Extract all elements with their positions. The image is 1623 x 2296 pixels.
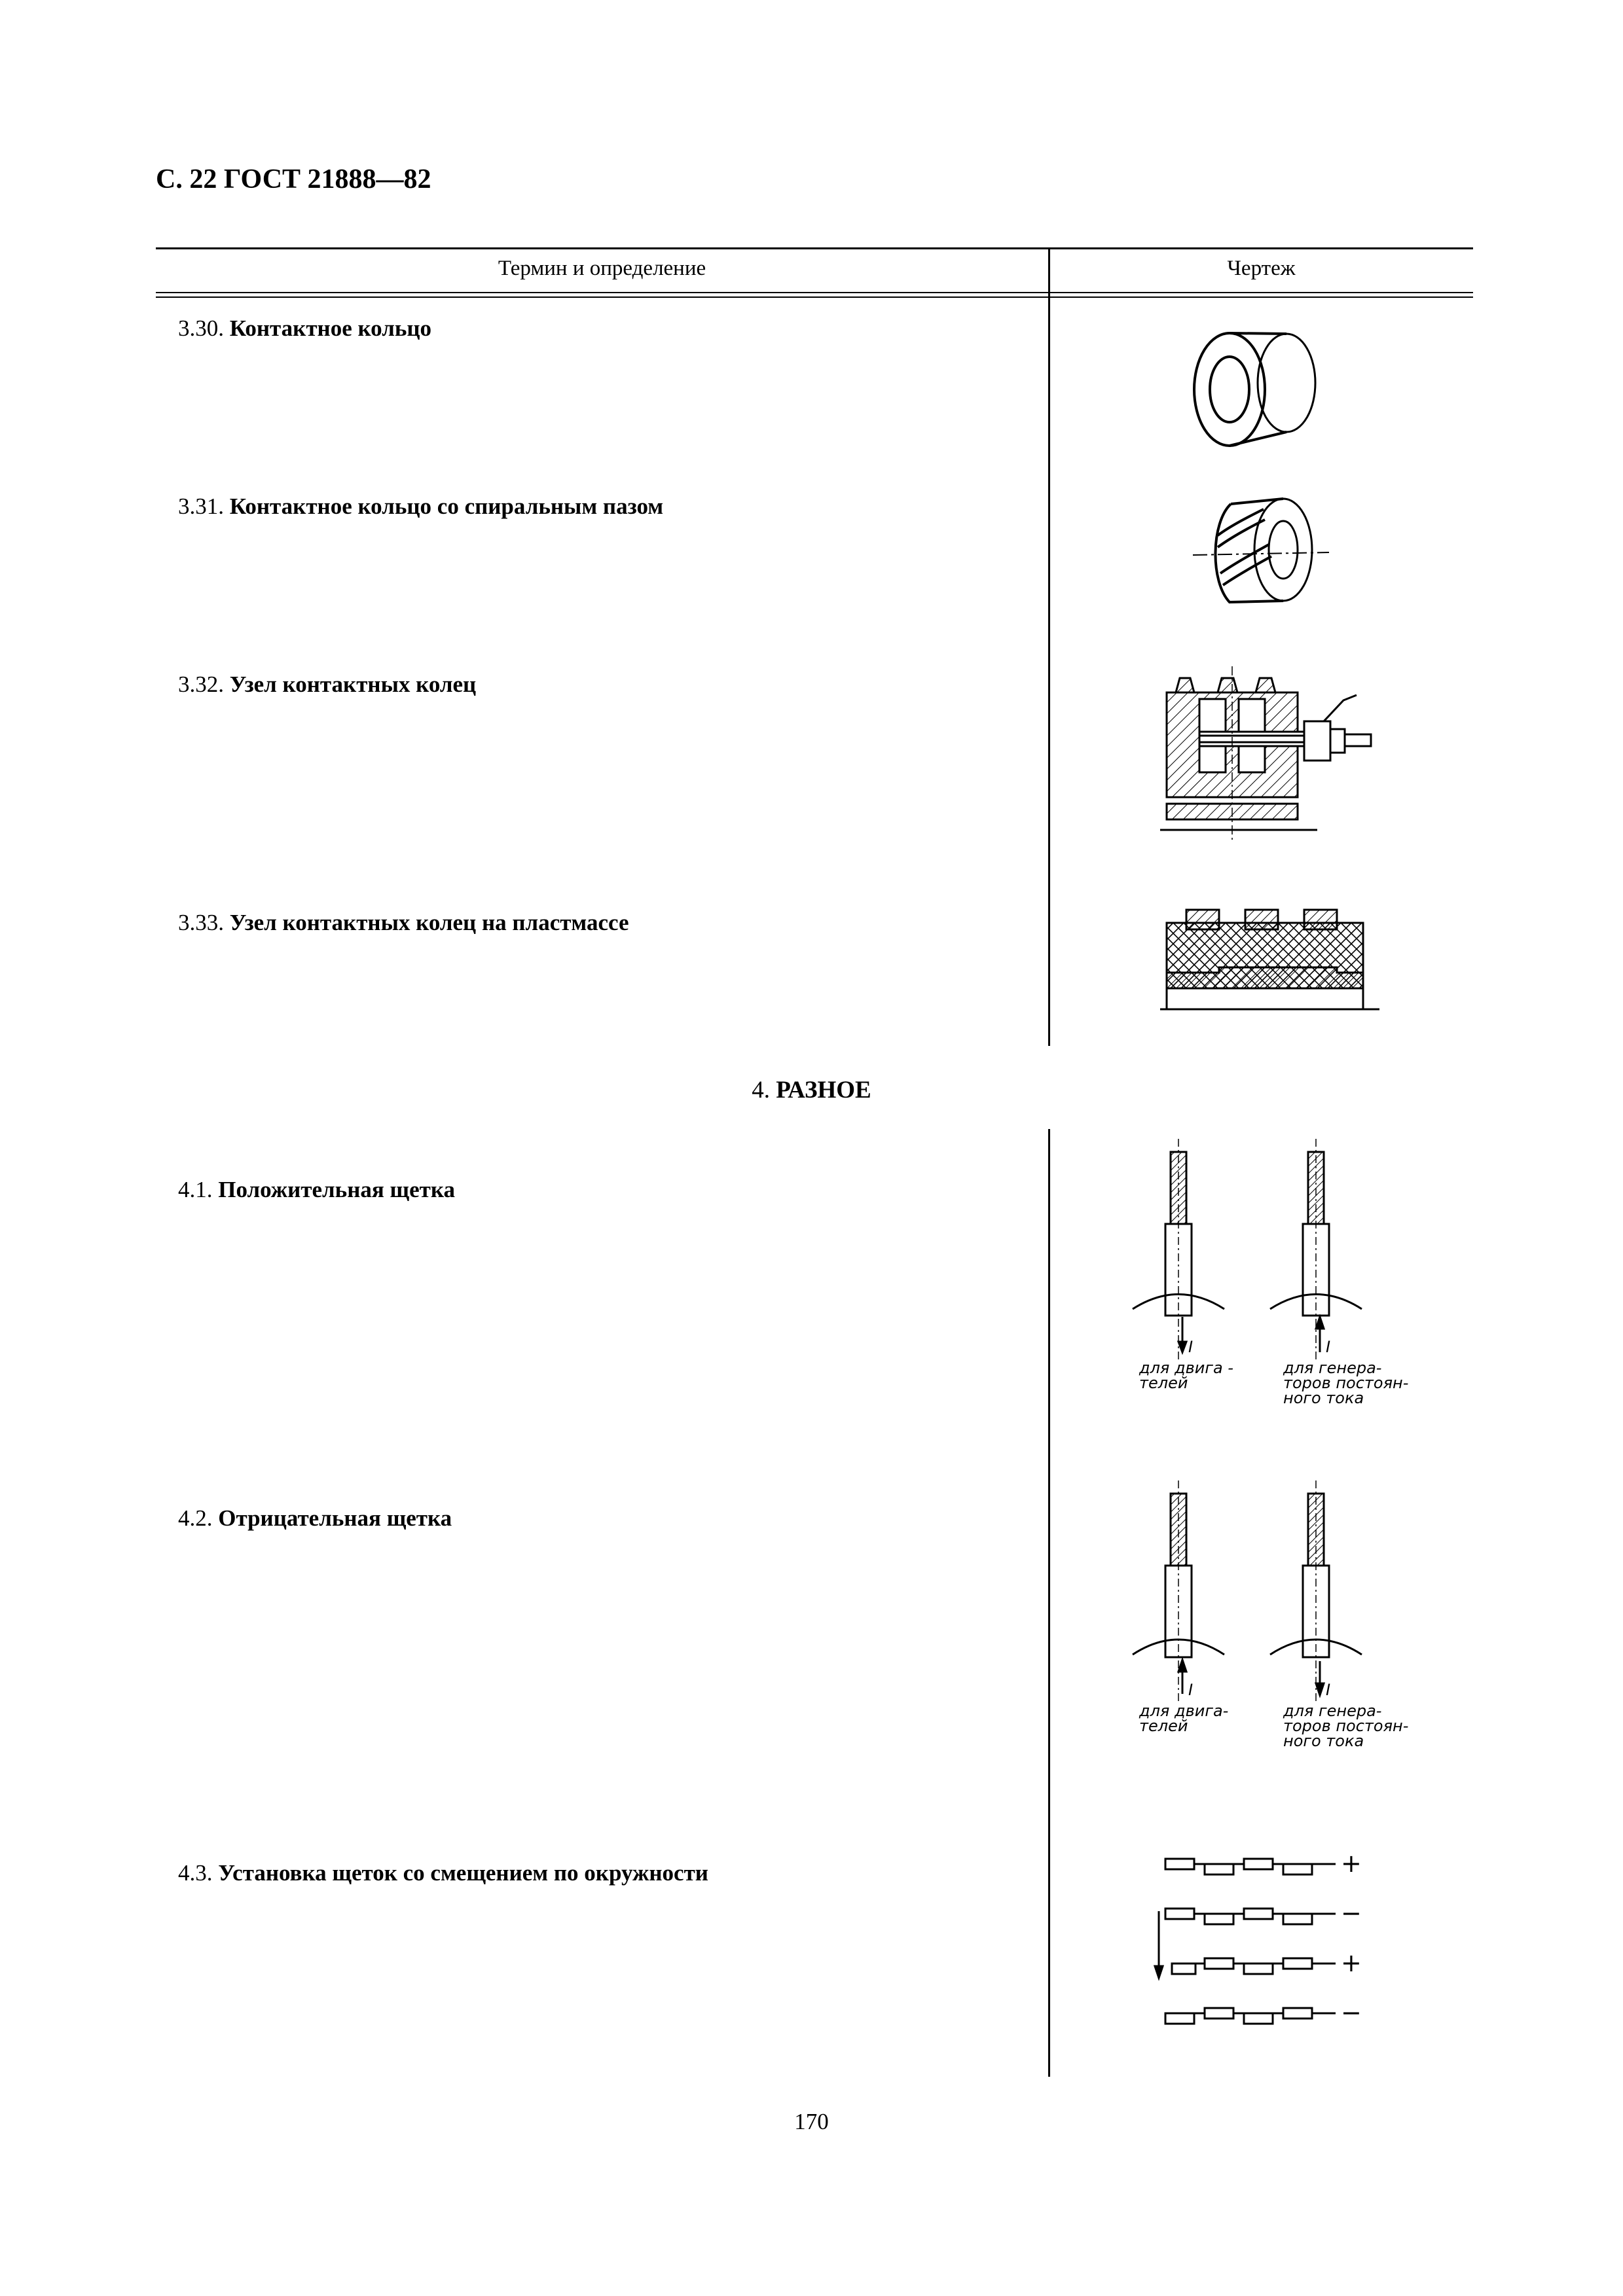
table-header-rule-1	[156, 292, 1473, 293]
term-title: Узел контактных колец на пластмассе	[229, 910, 629, 935]
term-number: 3.33.	[178, 910, 224, 935]
polarity-row-3: +	[1341, 1948, 1362, 1977]
current-symbol-right: I	[1326, 1681, 1331, 1699]
current-symbol-right: I	[1326, 1338, 1331, 1356]
page-header: С. 22 ГОСТ 21888—82	[156, 164, 431, 194]
term-4-2	[178, 1505, 452, 1532]
column-header-drawing: Чертеж	[1227, 257, 1296, 280]
section-number: 4.	[752, 1077, 771, 1103]
table-top-rule	[156, 247, 1473, 249]
term-4-1	[178, 1177, 455, 1203]
term-3-32	[178, 672, 476, 698]
caption-left-line-2: телей	[1139, 1717, 1188, 1735]
term-3-33	[178, 910, 629, 936]
caption-right-line-3: ного тока	[1283, 1732, 1364, 1750]
term-number: 4.3.	[178, 1860, 213, 1886]
column-header-term: Термин и определение	[498, 257, 706, 280]
term-title: Контактное кольцо	[229, 315, 432, 341]
term-4-3	[178, 1860, 708, 1886]
column-divider-lower	[1048, 1129, 1050, 2077]
current-symbol-left: I	[1188, 1338, 1194, 1356]
page-number: 170	[794, 2109, 829, 2134]
section-title	[0, 1076, 1623, 1104]
caption-right-line-2: торов постоян-	[1283, 1717, 1409, 1735]
polarity-row-2: −	[1341, 1899, 1362, 1928]
table-header-rule-2	[156, 296, 1473, 298]
caption-right-line-1: для генера-	[1283, 1702, 1382, 1720]
negative-brush-drawing	[1113, 1480, 1427, 1755]
slip-ring-plastic-drawing	[1147, 897, 1389, 1028]
contact-ring-drawing	[1178, 321, 1349, 452]
caption-right-line-1: для генера-	[1283, 1359, 1382, 1377]
term-number: 3.30.	[178, 315, 224, 341]
term-number: 3.31.	[178, 493, 224, 519]
positive-brush-drawing	[1113, 1139, 1427, 1414]
term-title: Узел контактных колец	[229, 672, 477, 697]
term-3-30	[178, 315, 431, 342]
polarity-row-1: +	[1341, 1849, 1362, 1878]
term-title: Контактное кольцо со спиральным пазом	[229, 493, 664, 519]
caption-left-line-1: для двига-	[1139, 1702, 1229, 1720]
slip-ring-assembly-drawing	[1147, 666, 1396, 843]
polarity-row-4: −	[1341, 1998, 1362, 2027]
term-number: 4.1.	[178, 1177, 213, 1202]
caption-right-line-2: торов постоян-	[1283, 1374, 1409, 1392]
spiral-groove-ring-drawing	[1192, 490, 1336, 620]
staggered-brushes-drawing	[1146, 1838, 1381, 2034]
current-symbol-left: I	[1188, 1681, 1194, 1699]
term-title: Положительная щетка	[218, 1177, 455, 1202]
term-title: Установка щеток со смещением по окружности	[218, 1860, 708, 1886]
term-number: 4.2.	[178, 1505, 213, 1531]
caption-left-line-1: для двига -	[1139, 1359, 1233, 1377]
caption-left-line-2: телей	[1139, 1374, 1188, 1392]
caption-right-line-3: ного тока	[1283, 1389, 1364, 1407]
term-title: Отрицательная щетка	[218, 1505, 452, 1531]
term-3-31	[178, 493, 663, 520]
section-name: РАЗНОЕ	[776, 1077, 871, 1103]
column-divider-upper	[1048, 249, 1050, 1046]
term-number: 3.32.	[178, 672, 224, 697]
